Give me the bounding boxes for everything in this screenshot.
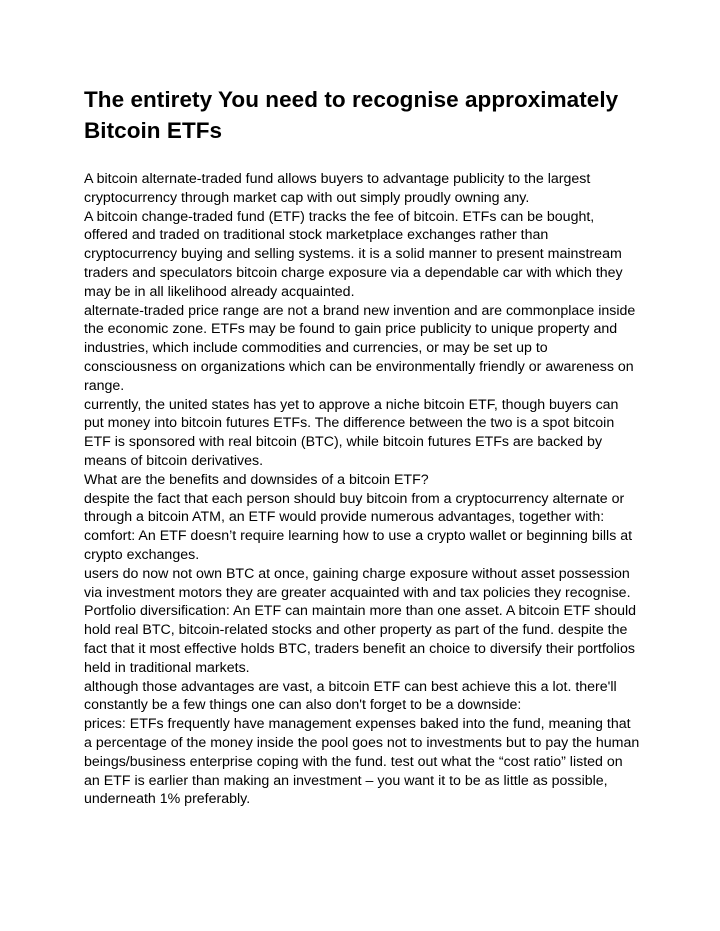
paragraph: A bitcoin alternate-traded fund allows buyers to advantage publicity to the largest cryptocurrency through market cap with out simply proudly owning any. — [84, 171, 591, 206]
paragraph: prices: ETFs frequently have management expenses baked into the fund, meaning that a percentage of the money inside the pool goes not to investments but to pay the human beings/business enterprise coping with the fund. test out what the “cost ratio” listed on an ETF is earlier than making an investment – you want it to be as little as possible, underneath 1% preferably. — [84, 716, 640, 808]
paragraph: comfort: An ETF doesn’t require learning how to use a crypto wallet or beginning bills at crypto exchanges. — [84, 528, 633, 563]
paragraph: alternate-traded price range are not a brand new invention and are commonplace inside the economic zone. ETFs may be found to gain price publicity to unique property and industries, which include commodities and currencies, or may be set up to consciousness on organizations which can be environmentally friendly or awareness on range. — [84, 302, 636, 394]
paragraph: despite the fact that each person should buy bitcoin from a cryptocurrency alternate or through a bitcoin ATM, an ETF would provide numerous advantages, together with: — [84, 490, 625, 526]
paragraph: A bitcoin change-traded fund (ETF) tracks the fee of bitcoin. ETFs can be bought, offered and traded on traditional stock marketplace exchanges rather than cryptocurrency buying and selling systems. it is a solid manner to present mainstream traders and speculators bitcoin charge exposure via a dependable car with which they may be in all likelihood already acquainted. — [84, 208, 623, 300]
paragraph: What are the benefits and downsides of a bitcoin ETF? — [84, 471, 429, 488]
paragraph: currently, the united states has yet to approve a niche bitcoin ETF, though buyers can put money into bitcoin futures ETFs. The difference between the two is a spot bitcoin ETF is sponsored with real bitcoin (BTC), while bitcoin futures ETFs are backed by means of bitcoin derivatives. — [84, 396, 619, 469]
document-title: The entirety You need to recognise approximately Bitcoin ETFs — [84, 87, 619, 143]
paragraph: Portfolio diversification: An ETF can maintain more than one asset. A bitcoin ETF should hold real BTC, bitcoin-related stocks and other property as part of the fund. despite the fact that it most effective holds BTC, traders benefit an choice to diversify their portfolios held in traditional markets. — [84, 603, 637, 676]
document-body — [84, 170, 640, 809]
paragraph: although those advantages are vast, a bitcoin ETF can best achieve this a lot. there'll constantly be a few things one can also don't forget to be a downside: — [84, 678, 617, 714]
paragraph: users do now not own BTC at once, gaining charge exposure without asset possession via investment motors they are greater acquainted with and tax policies they recognise. — [84, 565, 631, 601]
